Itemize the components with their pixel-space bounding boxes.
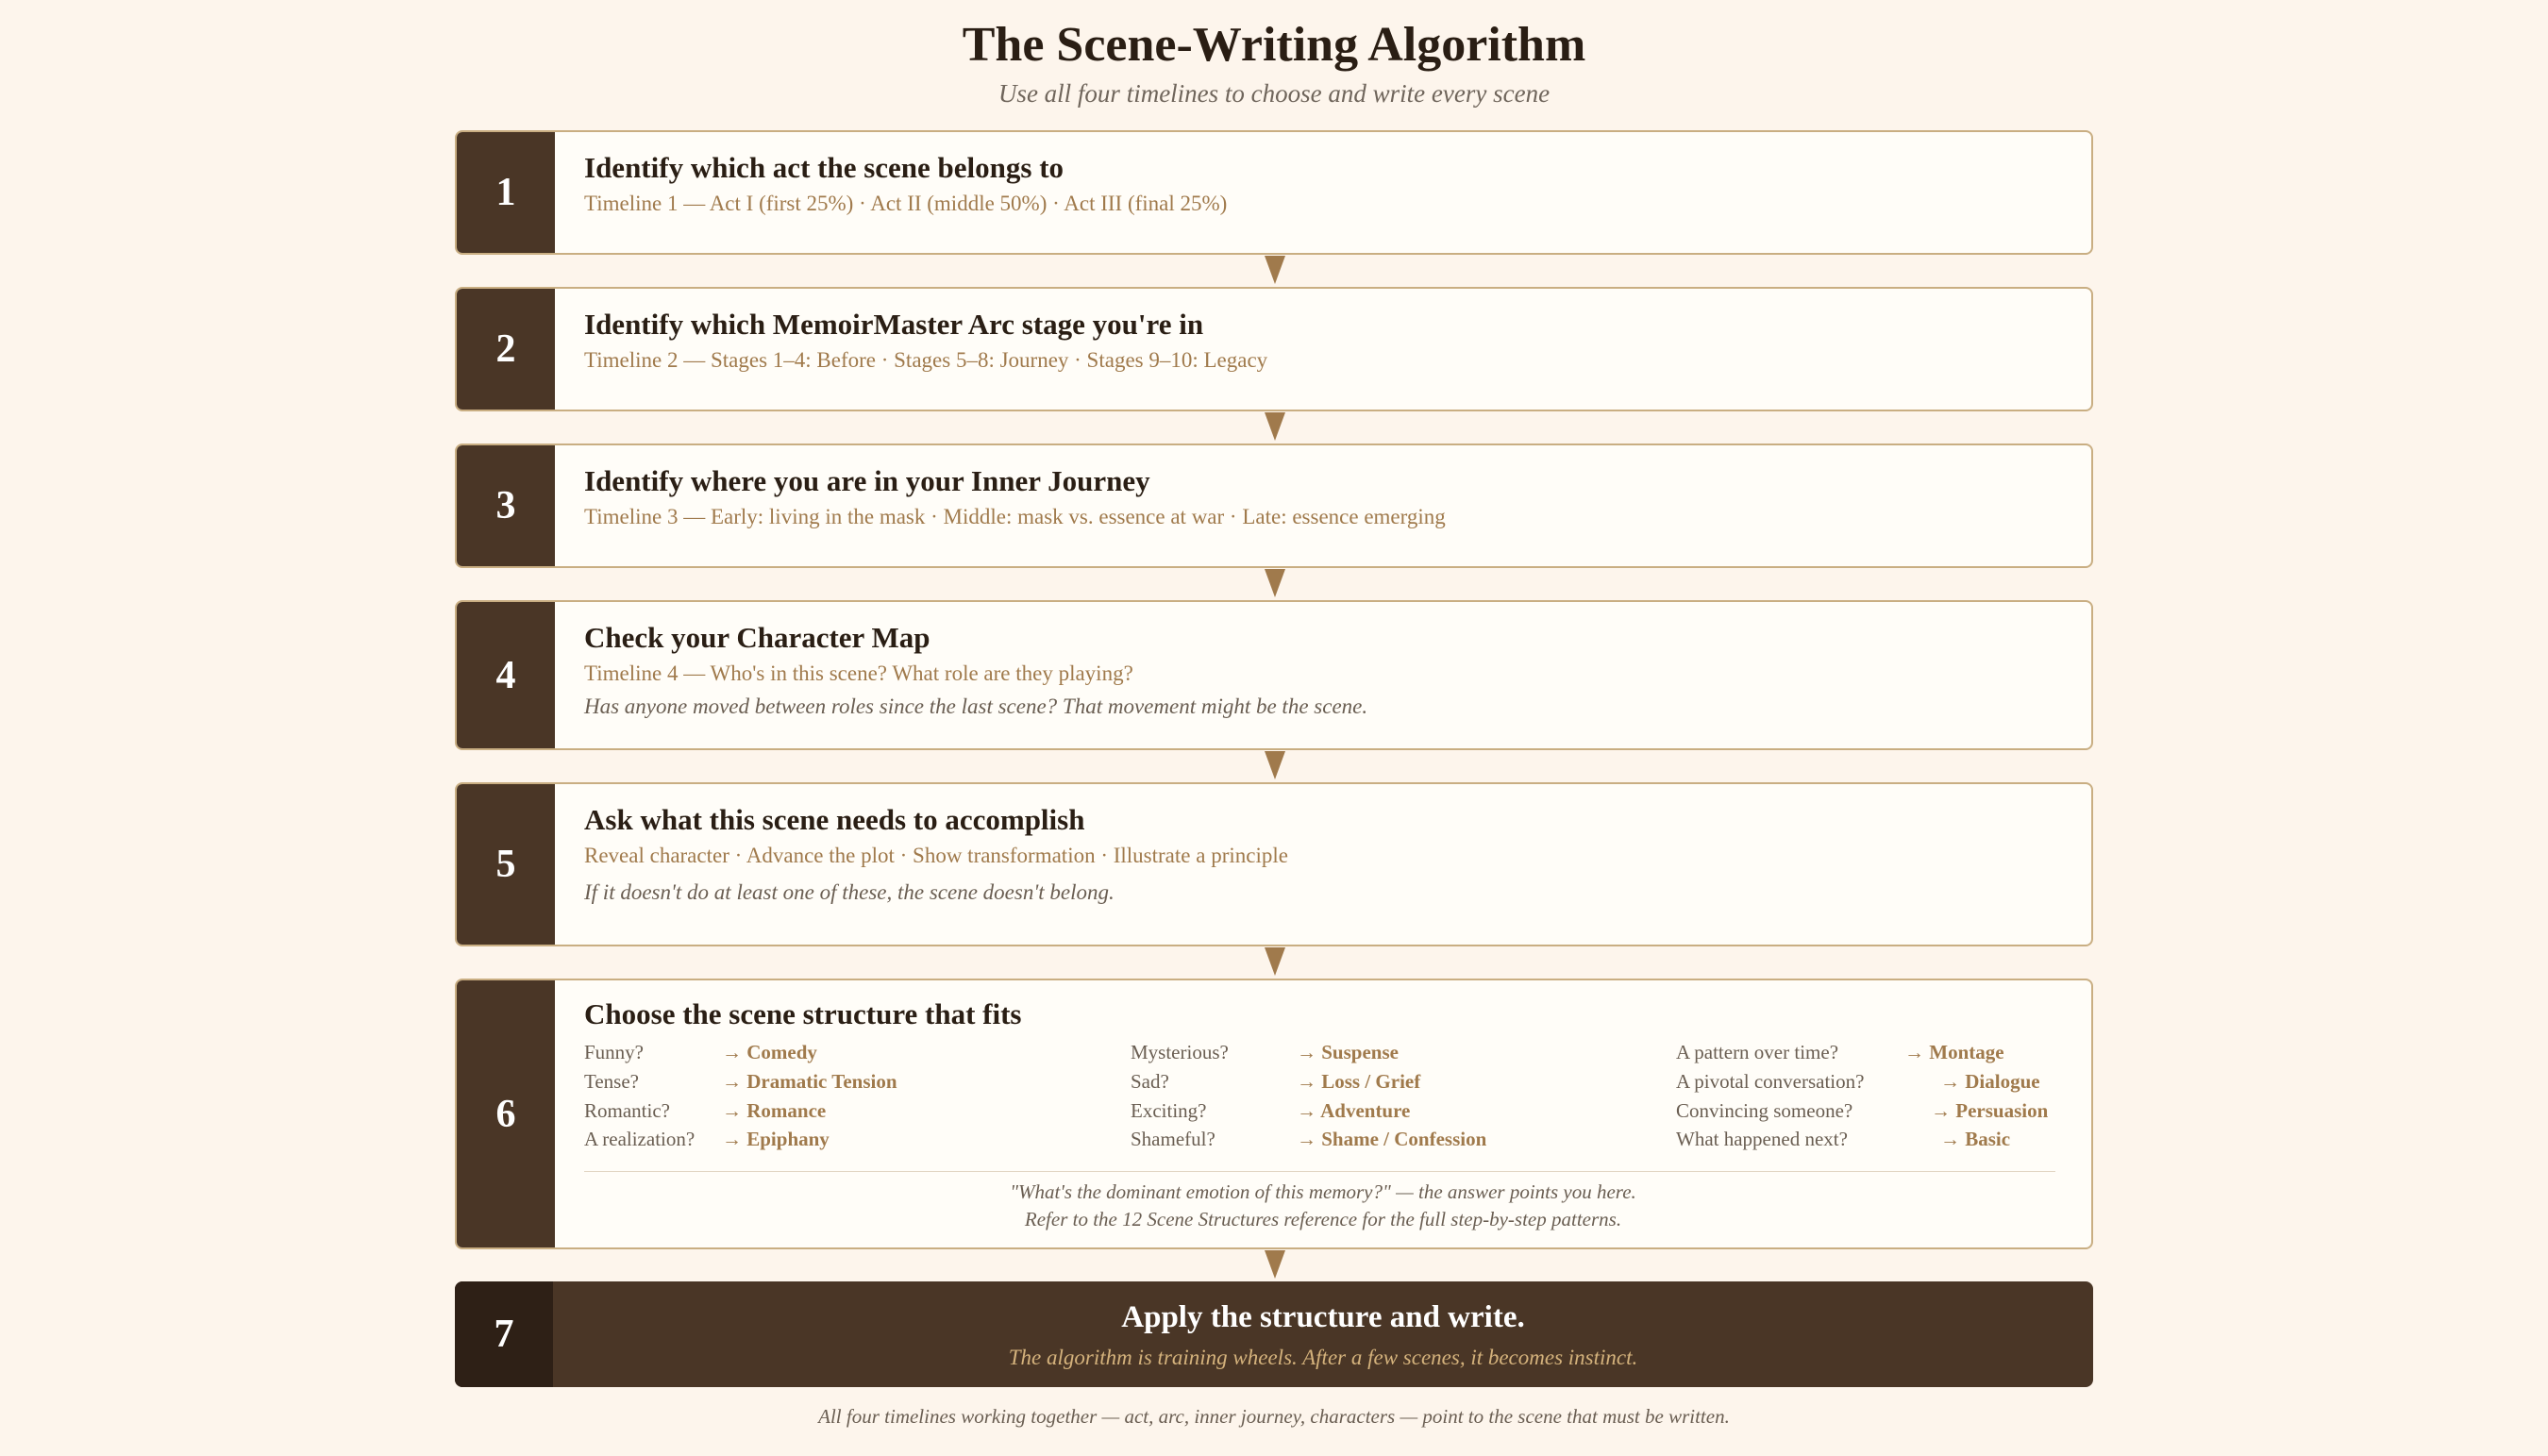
structure-answer: Persuasion <box>1955 1099 2049 1122</box>
step-2-heading: Identify which MemoirMaster Arc stage you're in <box>584 308 1204 341</box>
structure-question: A pattern over time? <box>1676 1041 1839 1063</box>
step-5-box <box>455 782 2093 946</box>
step-3-detail: Timeline 3 — Early: living in the mask · Middle: mask vs. essence at war · Late: essence emerging <box>584 505 1446 528</box>
arrow-glyph: → <box>1940 1070 1960 1093</box>
flow-arrow-5 <box>1265 947 1285 976</box>
page-title: The Scene-Writing Algorithm <box>962 18 1586 72</box>
step-7-box <box>455 1281 2093 1387</box>
arrow-glyph: → <box>1904 1041 1924 1063</box>
step-7-heading: Apply the structure and write. <box>1121 1300 1525 1334</box>
step-6-box <box>455 979 2093 1249</box>
step-6-divider <box>584 1171 2055 1172</box>
structure-answer: Adventure <box>1320 1099 1411 1122</box>
step-1-box <box>455 130 2093 255</box>
structure-answer: Dialogue <box>1965 1070 2040 1093</box>
flow-arrow-2 <box>1265 412 1285 441</box>
step-5-detail: Reveal character · Advance the plot · Show transformation · Illustrate a principle <box>584 844 1288 867</box>
structure-answer: Loss / Grief <box>1321 1070 1421 1093</box>
step-6-number: 6 <box>457 980 555 1247</box>
structure-answer: Romance <box>746 1099 827 1122</box>
structure-question: Funny? <box>584 1041 644 1063</box>
arrow-glyph: → <box>1297 1041 1316 1063</box>
step-4-detail: Timeline 4 — Who's in this scene? What role are they playing? <box>584 661 1133 685</box>
structure-question: A pivotal conversation? <box>1676 1070 1865 1093</box>
step-2-number: 2 <box>457 289 555 410</box>
flow-arrow-3 <box>1265 569 1285 597</box>
step-1-number: 1 <box>457 132 555 253</box>
step-1-heading: Identify which act the scene belongs to <box>584 151 1064 184</box>
step-4-heading: Check your Character Map <box>584 621 930 654</box>
step-3-box <box>455 443 2093 568</box>
arrow-glyph: → <box>722 1070 742 1093</box>
structure-answer: Montage <box>1929 1041 2004 1063</box>
step-6-heading: Choose the scene structure that fits <box>584 997 1022 1030</box>
structure-answer: Suspense <box>1321 1041 1399 1063</box>
flow-arrow-4 <box>1265 751 1285 779</box>
structure-question: Tense? <box>584 1070 639 1093</box>
step-1-detail: Timeline 1 — Act I (first 25%) · Act II (middle 50%) · Act III (final 25%) <box>584 192 1228 215</box>
structure-question: Mysterious? <box>1131 1041 1229 1063</box>
step-5-heading: Ask what this scene needs to accomplish <box>584 803 1085 836</box>
arrow-glyph: → <box>1940 1128 1960 1150</box>
step-2-detail: Timeline 2 — Stages 1–4: Before · Stages 5–8: Journey · Stages 9–10: Legacy <box>584 348 1268 372</box>
arrow-glyph: → <box>1931 1099 1951 1122</box>
step-5-note: If it doesn't do at least one of these, the scene doesn't belong. <box>584 880 1115 904</box>
structure-answer: Epiphany <box>746 1128 830 1150</box>
step-5-number: 5 <box>457 784 555 945</box>
arrow-glyph: → <box>722 1041 742 1063</box>
structure-question: Sad? <box>1131 1070 1169 1093</box>
arrow-glyph: → <box>722 1128 742 1150</box>
structure-question: What happened next? <box>1676 1128 1848 1150</box>
structure-question: A realization? <box>584 1128 696 1150</box>
structure-question: Convincing someone? <box>1676 1099 1853 1122</box>
footer-note: All four timelines working together — act, arc, inner journey, characters — point to the scene that must be written. <box>818 1405 1730 1428</box>
structure-answer: Dramatic Tension <box>746 1070 897 1093</box>
arrow-glyph: → <box>1297 1128 1316 1150</box>
step-3-heading: Identify where you are in your Inner Journey <box>584 464 1150 497</box>
arrow-glyph: → <box>1297 1070 1316 1093</box>
flow-arrow-1 <box>1265 256 1285 284</box>
flow-arrow-6 <box>1265 1250 1285 1279</box>
arrow-glyph: → <box>1297 1099 1316 1122</box>
page-subtitle: Use all four timelines to choose and write every scene <box>997 79 1551 108</box>
structure-answer: Shame / Confession <box>1321 1128 1487 1150</box>
step-6-note-line-1: "What's the dominant emotion of this memory?" — the answer points you here. <box>1010 1180 1636 1203</box>
step-3-number: 3 <box>457 445 555 566</box>
structure-answer: Basic <box>1965 1128 2011 1150</box>
structure-question: Exciting? <box>1131 1099 1207 1122</box>
step-4-number: 4 <box>457 602 555 748</box>
step-6-note-line-2: Refer to the 12 Scene Structures reference for the full step-by-step patterns. <box>1024 1208 1622 1230</box>
structure-question: Shameful? <box>1131 1128 1215 1150</box>
structure-question: Romantic? <box>584 1099 670 1122</box>
step-2-box <box>455 287 2093 411</box>
step-4-box <box>455 600 2093 750</box>
step-7-detail: The algorithm is training wheels. After a few scenes, it becomes instinct. <box>1008 1346 1638 1369</box>
arrow-glyph: → <box>722 1099 742 1122</box>
structure-answer: Comedy <box>746 1041 817 1063</box>
step-7-number: 7 <box>455 1281 553 1387</box>
step-4-note: Has anyone moved between roles since the last scene? That movement might be the scene. <box>584 695 1368 718</box>
